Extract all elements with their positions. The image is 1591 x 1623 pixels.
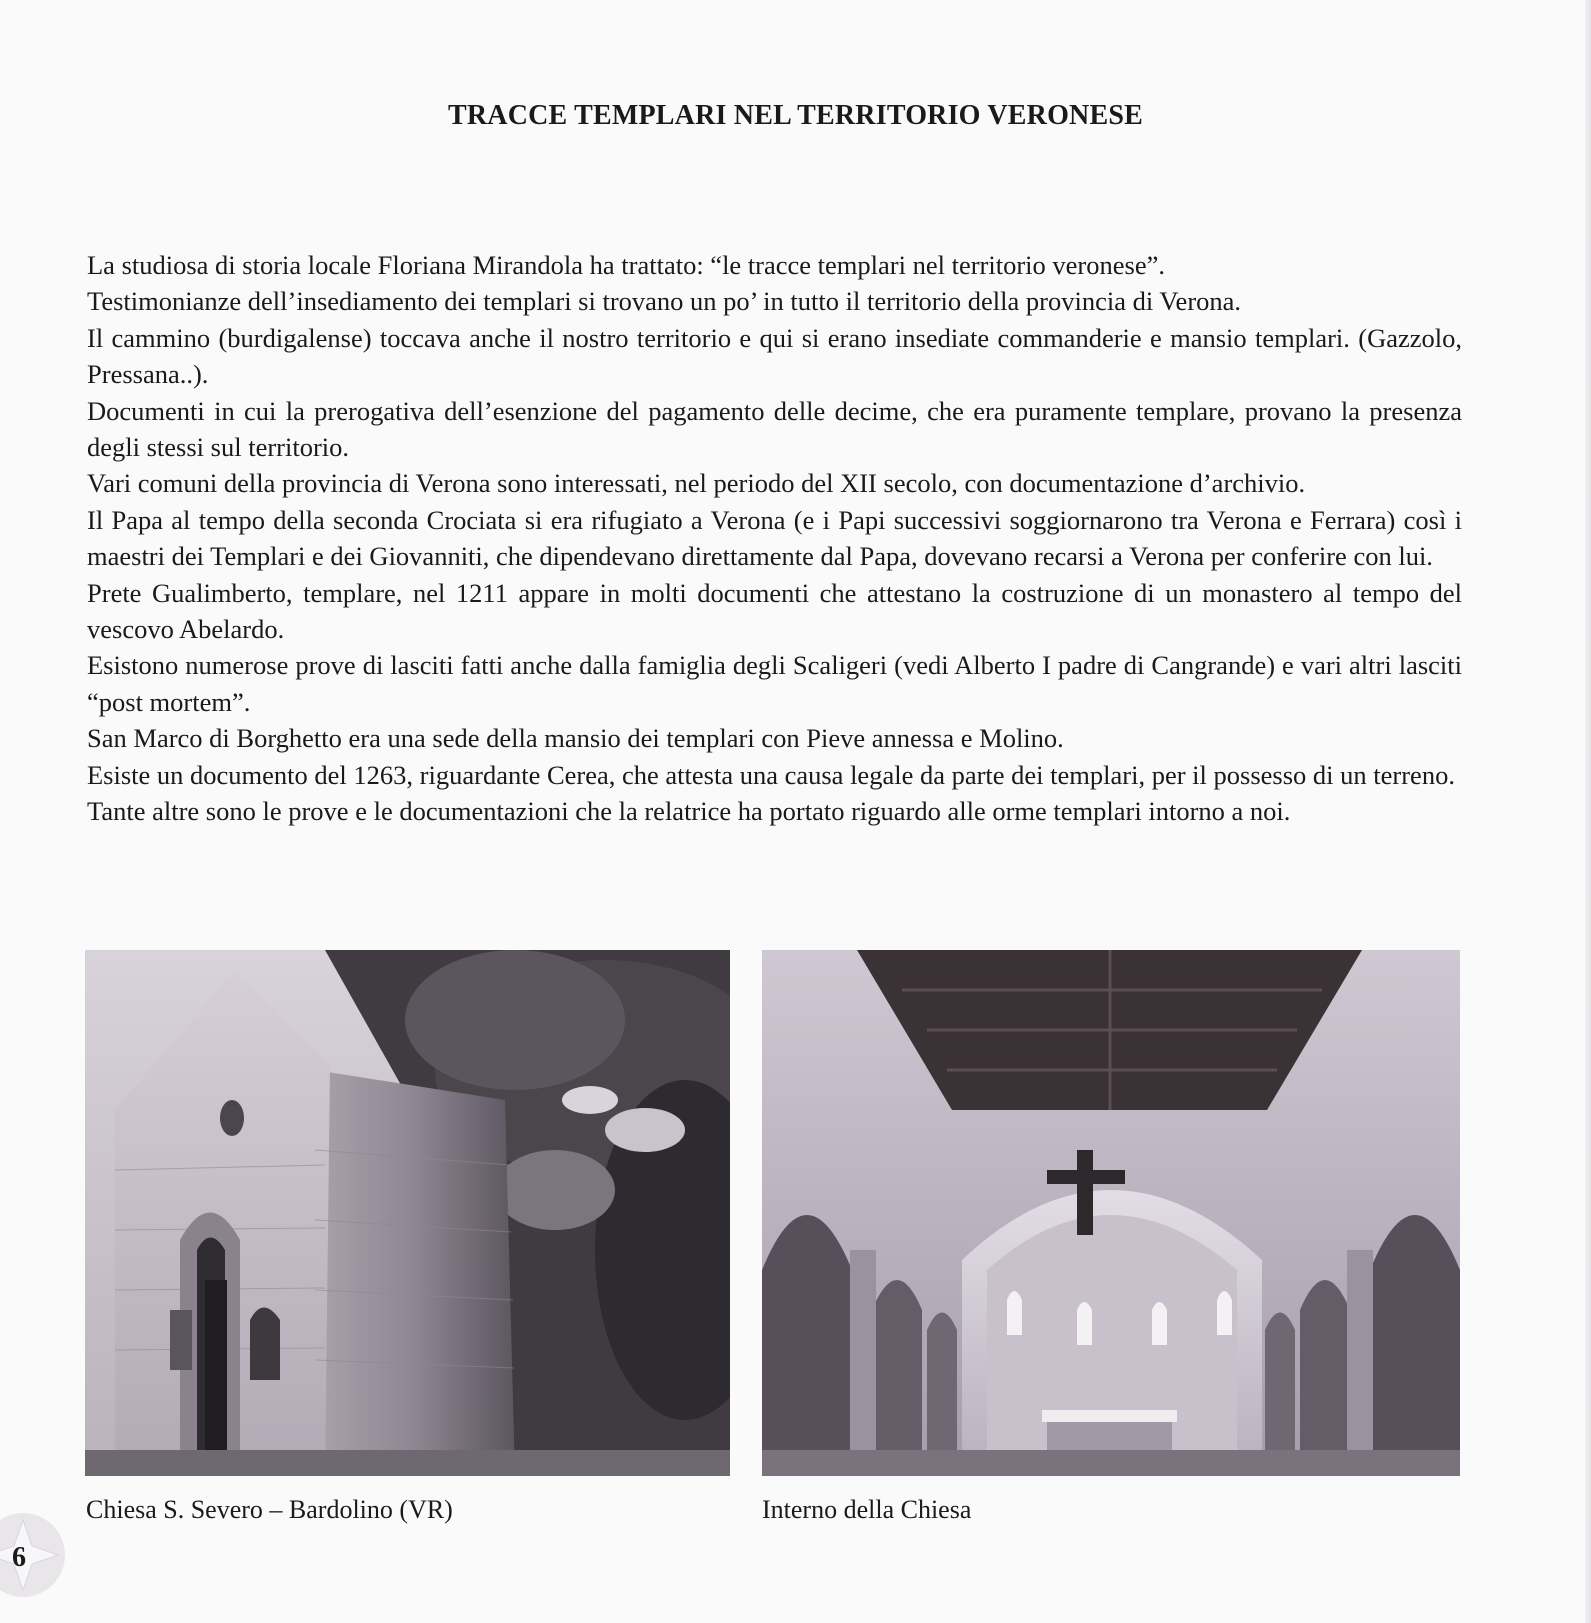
paragraph: Il cammino (burdigalense) toccava anche il nostro territorio e qui si erano insediate commanderie e mansio templari. (Gazzolo, Pressana..). xyxy=(87,322,1462,390)
paragraph: Esiste un documento del 1263, riguardante Cerea, che attesta una causa legale da parte dei templari, per il possesso di un terreno. xyxy=(87,759,1455,790)
paragraph: Documenti in cui la prerogativa dell’esenzione del pagamento delle decime, che era puramente templare, provano la presenza degli stessi sul territorio. xyxy=(87,395,1462,463)
paragraph: Il Papa al tempo della seconda Crociata si era rifugiato a Verona (e i Papi successivi soggiornarono tra Verona e Ferrara) così i maestri dei Templari e dei Giovanniti, che dipendevano direttamente dal Papa, dovevano recarsi a Verona per conferire con lui. xyxy=(87,504,1462,572)
paragraph: La studiosa di storia locale Floriana Mirandola ha trattato: “le tracce templari nel territorio veronese”. xyxy=(87,250,1165,280)
photo-church-exterior xyxy=(85,950,730,1476)
photo-church-interior xyxy=(762,950,1460,1476)
paragraph: Esistono numerose prove di lasciti fatti anche dalla famiglia degli Scaligeri (vedi Alberto I padre di Cangrande) e vari altri lasciti “post mortem”. xyxy=(87,650,1462,717)
body-text xyxy=(87,247,1462,830)
corner-cross-emblem xyxy=(0,1512,66,1598)
caption-right: Interno della Chiesa xyxy=(762,1495,972,1524)
paragraph: Tante altre sono le prove e le documentazioni che la relatrice ha portato riguardo alle orme templari intorno a noi. xyxy=(87,796,1291,827)
page-edge xyxy=(1585,0,1591,1623)
page-number: 6 xyxy=(12,1542,26,1573)
paragraph: San Marco di Borghetto era una sede della mansio dei templari con Pieve annessa e Molino. xyxy=(87,723,1064,754)
paragraph: Testimonianze dell’insediamento dei templari si trovano un po’ in tutto il territorio della provincia di Verona. xyxy=(87,286,1242,317)
paragraph: Prete Gualimberto, templare, nel 1211 appare in molti documenti che attestano la costruzione di un monastero al tempo del vescovo Abelardo. xyxy=(87,577,1462,645)
paragraph: Vari comuni della provincia di Verona sono interessati, nel periodo del XII secolo, con documentazione d’archivio. xyxy=(87,468,1306,499)
page-title: TRACCE TEMPLARI NEL TERRITORIO VERONESE xyxy=(447,100,1144,131)
caption-left: Chiesa S. Severo – Bardolino (VR) xyxy=(86,1495,453,1524)
